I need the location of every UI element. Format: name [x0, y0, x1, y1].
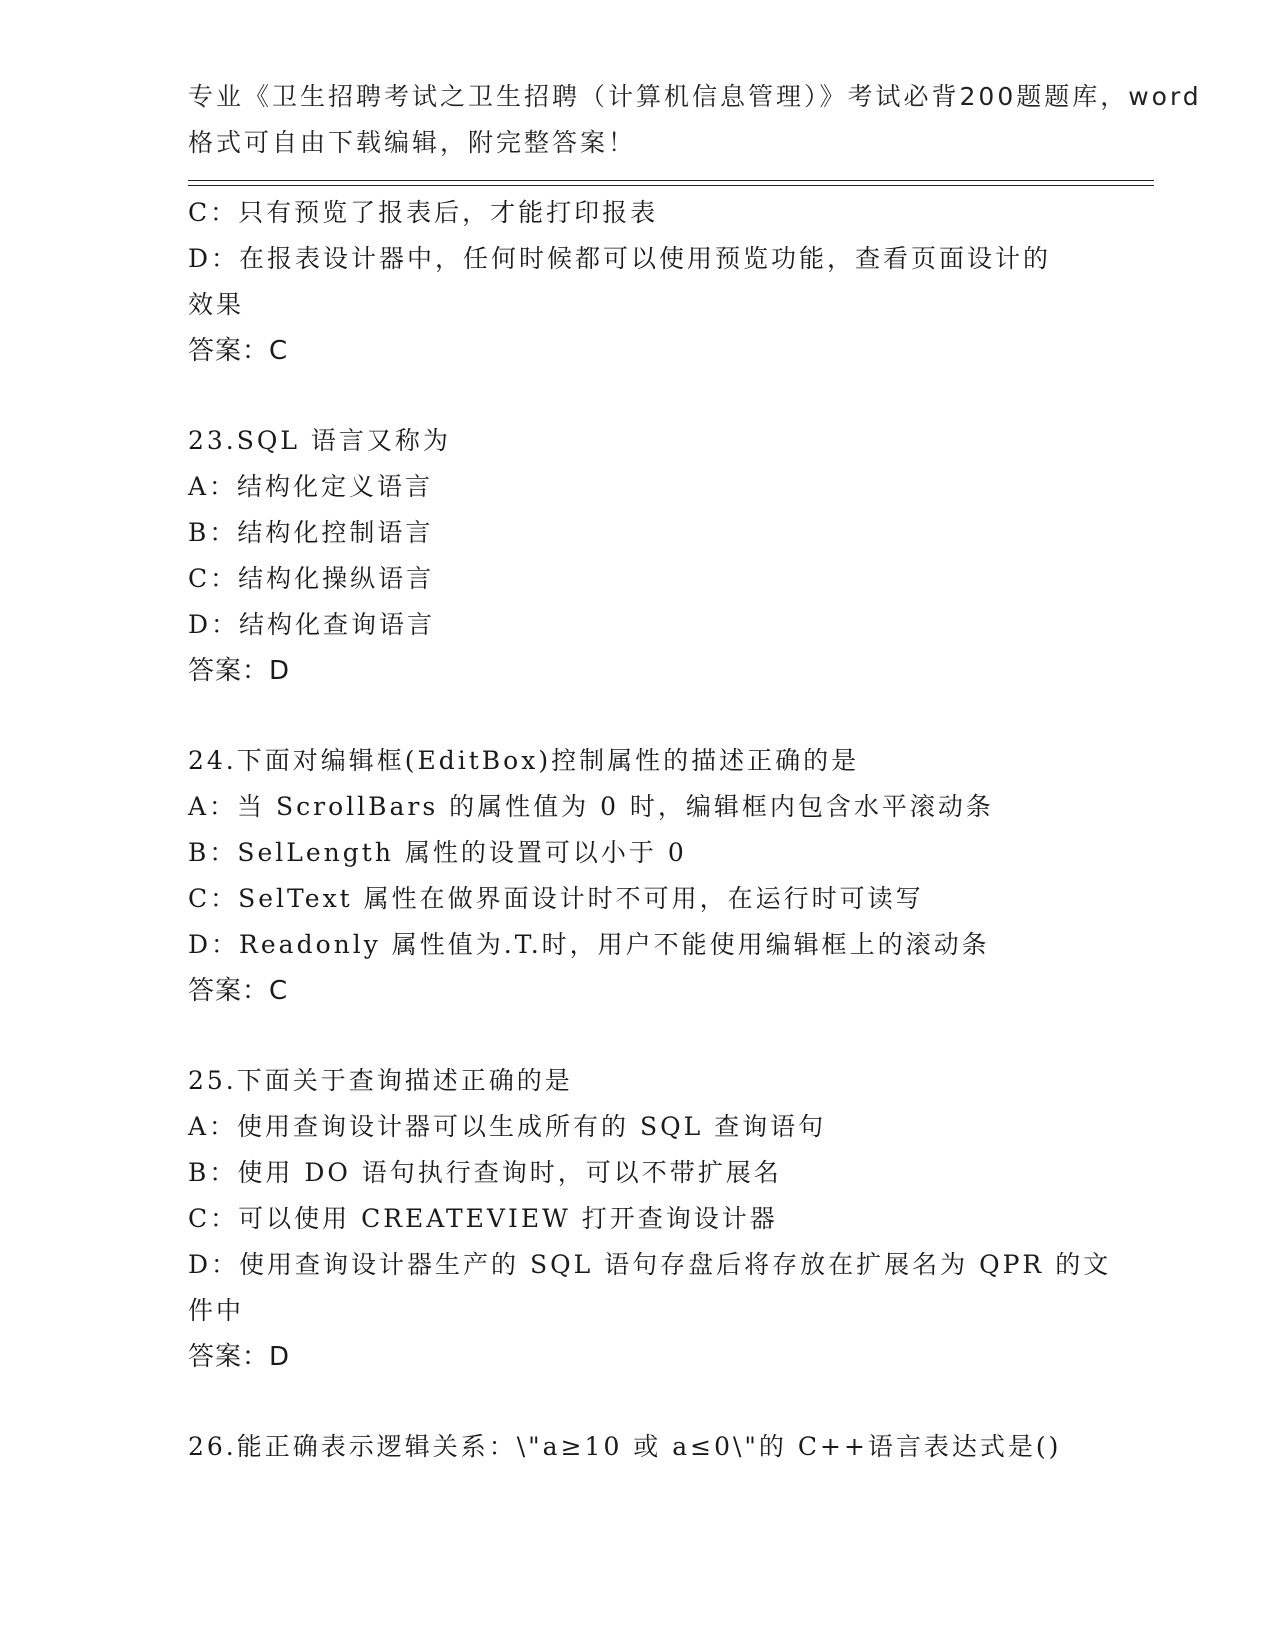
option-a: A：使用查询设计器可以生成所有的 SQL 查询语句 — [188, 1112, 827, 1141]
header-line-1: 专业《卫生招聘考试之卫生招聘（计算机信息管理）》考试必背200题题库，word — [188, 82, 1202, 111]
option-d: D：Readonly 属性值为.T.时，用户不能使用编辑框上的滚动条 — [188, 930, 990, 959]
option-d: D：使用查询设计器生产的 SQL 语句存盘后将存放在扩展名为 QPR 的文 — [188, 1250, 1112, 1279]
option-c: C：只有预览了报表后，才能打印报表 — [188, 198, 659, 227]
question-stem: 25.下面关于查询描述正确的是 — [188, 1066, 573, 1095]
option-d-continued: 件中 — [188, 1296, 245, 1325]
question-stem: 24.下面对编辑框(EditBox)控制属性的描述正确的是 — [188, 746, 860, 775]
answer: 答案：C — [188, 336, 289, 366]
question-block-25 — [188, 1058, 1112, 1380]
option-c: C：可以使用 CREATEVIEW 打开查询设计器 — [188, 1204, 778, 1233]
option-b: B：使用 DO 语句执行查询时，可以不带扩展名 — [188, 1158, 782, 1187]
answer: 答案：D — [188, 656, 291, 686]
option-b: B：结构化控制语言 — [188, 518, 434, 547]
option-c: C：SelText 属性在做界面设计时不可用，在运行时可读写 — [188, 884, 924, 913]
option-c: C：结构化操纵语言 — [188, 564, 435, 593]
header-divider-top — [188, 180, 1154, 181]
question-block-24 — [188, 738, 1088, 1014]
document-header — [188, 74, 1202, 166]
option-b: B：SelLength 属性的设置可以小于 0 — [188, 838, 687, 867]
answer: 答案：D — [188, 1342, 291, 1372]
header-line-2: 格式可自由下载编辑，附完整答案！ — [188, 128, 637, 157]
question-block-22 — [188, 190, 1088, 374]
option-a: A：当 ScrollBars 的属性值为 0 时，编辑框内包含水平滚动条 — [188, 792, 994, 821]
option-d-continued: 效果 — [188, 290, 245, 319]
question-block-23 — [188, 418, 1088, 694]
option-a: A：结构化定义语言 — [188, 472, 434, 501]
question-block-26 — [188, 1424, 1088, 1470]
header-divider-bottom — [188, 185, 1154, 186]
option-d: D：结构化查询语言 — [188, 610, 436, 639]
document-body — [188, 190, 1112, 1470]
answer: 答案：C — [188, 976, 289, 1006]
question-stem: 26.能正确表示逻辑关系：\"a≥10 或 a≤0\"的 C++语言表达式是() — [188, 1432, 1062, 1461]
option-d: D：在报表设计器中，任何时候都可以使用预览功能，查看页面设计的 — [188, 244, 1052, 273]
question-stem: 23.SQL 语言又称为 — [188, 426, 451, 455]
